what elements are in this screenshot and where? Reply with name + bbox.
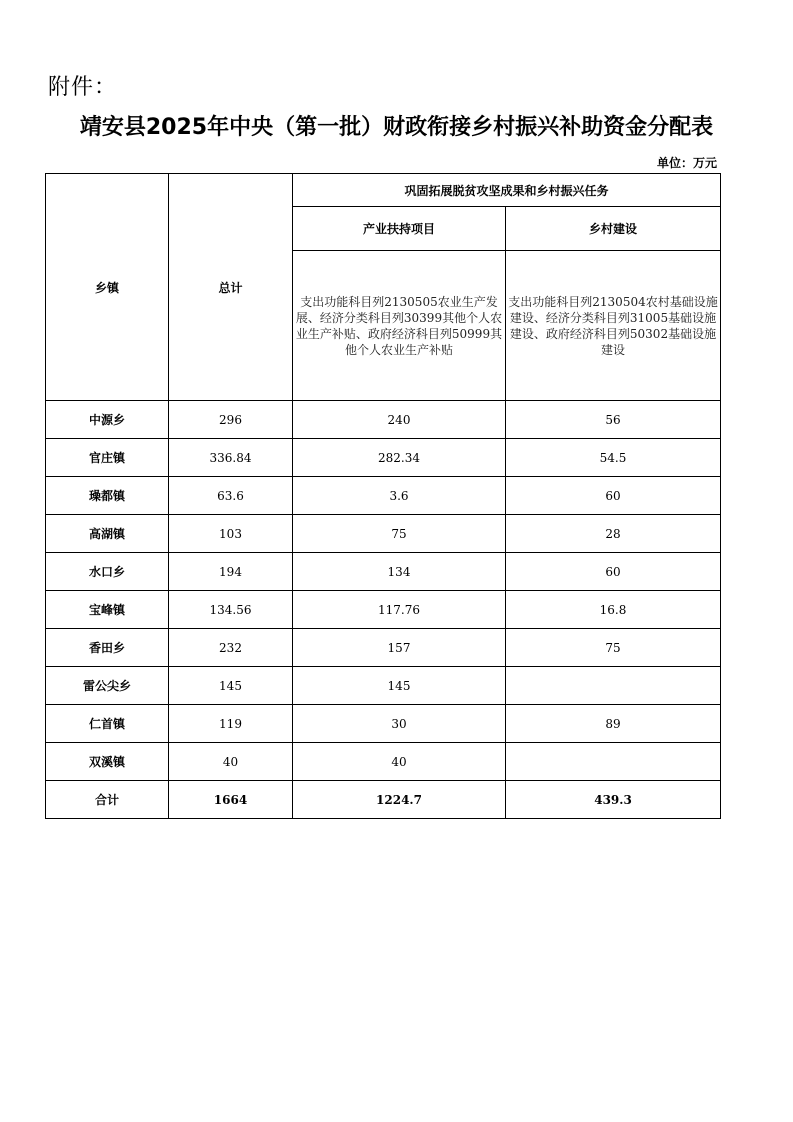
header-row-1 bbox=[46, 174, 721, 207]
cell-total: 145 bbox=[169, 667, 293, 705]
cell-village: 60 bbox=[506, 553, 721, 591]
table-row bbox=[46, 629, 721, 667]
cell-total: 103 bbox=[169, 515, 293, 553]
cell-town: 水口乡 bbox=[46, 553, 169, 591]
table-row bbox=[46, 705, 721, 743]
header-town: 乡镇 bbox=[46, 174, 169, 401]
cell-town: 宝峰镇 bbox=[46, 591, 169, 629]
table-row bbox=[46, 591, 721, 629]
cell-town: 双溪镇 bbox=[46, 743, 169, 781]
cell-total: 40 bbox=[169, 743, 293, 781]
cell-town: 香田乡 bbox=[46, 629, 169, 667]
cell-town: 高湖镇 bbox=[46, 515, 169, 553]
cell-industry: 3.6 bbox=[293, 477, 506, 515]
cell-total: 63.6 bbox=[169, 477, 293, 515]
cell-total: 232 bbox=[169, 629, 293, 667]
desc-industry: 支出功能科目列2130505农业生产发展、经济分类科目列30399其他个人农业生产补贴、政府经济科目列50999其他个人农业生产补贴 bbox=[293, 251, 506, 401]
cell-village: 89 bbox=[506, 705, 721, 743]
unit-label: 单位：万元 bbox=[656, 156, 717, 170]
cell-total: 134.56 bbox=[169, 591, 293, 629]
cell-industry: 282.34 bbox=[293, 439, 506, 477]
cell-village bbox=[506, 743, 721, 781]
table-row bbox=[46, 401, 721, 439]
table-row bbox=[46, 477, 721, 515]
cell-village: 75 bbox=[506, 629, 721, 667]
cell-industry: 240 bbox=[293, 401, 506, 439]
totals-total: 1664 bbox=[169, 781, 293, 819]
cell-village: 28 bbox=[506, 515, 721, 553]
totals-label: 合计 bbox=[46, 781, 169, 819]
totals-industry: 1224.7 bbox=[293, 781, 506, 819]
table-row bbox=[46, 439, 721, 477]
cell-village: 16.8 bbox=[506, 591, 721, 629]
cell-town: 仁首镇 bbox=[46, 705, 169, 743]
cell-town: 官庄镇 bbox=[46, 439, 169, 477]
cell-total: 336.84 bbox=[169, 439, 293, 477]
table-row bbox=[46, 553, 721, 591]
cell-total: 119 bbox=[169, 705, 293, 743]
header-total: 总计 bbox=[169, 174, 293, 401]
cell-town: 雷公尖乡 bbox=[46, 667, 169, 705]
cell-total: 296 bbox=[169, 401, 293, 439]
totals-village: 439.3 bbox=[506, 781, 721, 819]
table-row bbox=[46, 667, 721, 705]
attachment-label: 附件： bbox=[48, 75, 118, 100]
cell-industry: 145 bbox=[293, 667, 506, 705]
cell-village: 60 bbox=[506, 477, 721, 515]
cell-village: 56 bbox=[506, 401, 721, 439]
cell-total: 194 bbox=[169, 553, 293, 591]
data-rows bbox=[46, 401, 721, 781]
allocation-table bbox=[45, 173, 721, 819]
table-row bbox=[46, 743, 721, 781]
cell-village bbox=[506, 667, 721, 705]
header-village: 乡村建设 bbox=[506, 207, 721, 251]
cell-town: 璪都镇 bbox=[46, 477, 169, 515]
cell-industry: 40 bbox=[293, 743, 506, 781]
header-industry: 产业扶持项目 bbox=[293, 207, 506, 251]
header-group: 巩固拓展脱贫攻坚成果和乡村振兴任务 bbox=[293, 174, 721, 207]
totals-row bbox=[46, 781, 721, 819]
document-title: 靖安县2025年中央（第一批）财政衔接乡村振兴补助资金分配表 bbox=[79, 115, 714, 140]
table-row bbox=[46, 515, 721, 553]
cell-industry: 75 bbox=[293, 515, 506, 553]
cell-industry: 134 bbox=[293, 553, 506, 591]
cell-industry: 117.76 bbox=[293, 591, 506, 629]
cell-industry: 30 bbox=[293, 705, 506, 743]
cell-industry: 157 bbox=[293, 629, 506, 667]
cell-village: 54.5 bbox=[506, 439, 721, 477]
cell-town: 中源乡 bbox=[46, 401, 169, 439]
desc-village: 支出功能科目列2130504农村基础设施建设、经济分类科目列31005基础设施建设、政府经济科目列50302基础设施建设 bbox=[506, 251, 721, 401]
